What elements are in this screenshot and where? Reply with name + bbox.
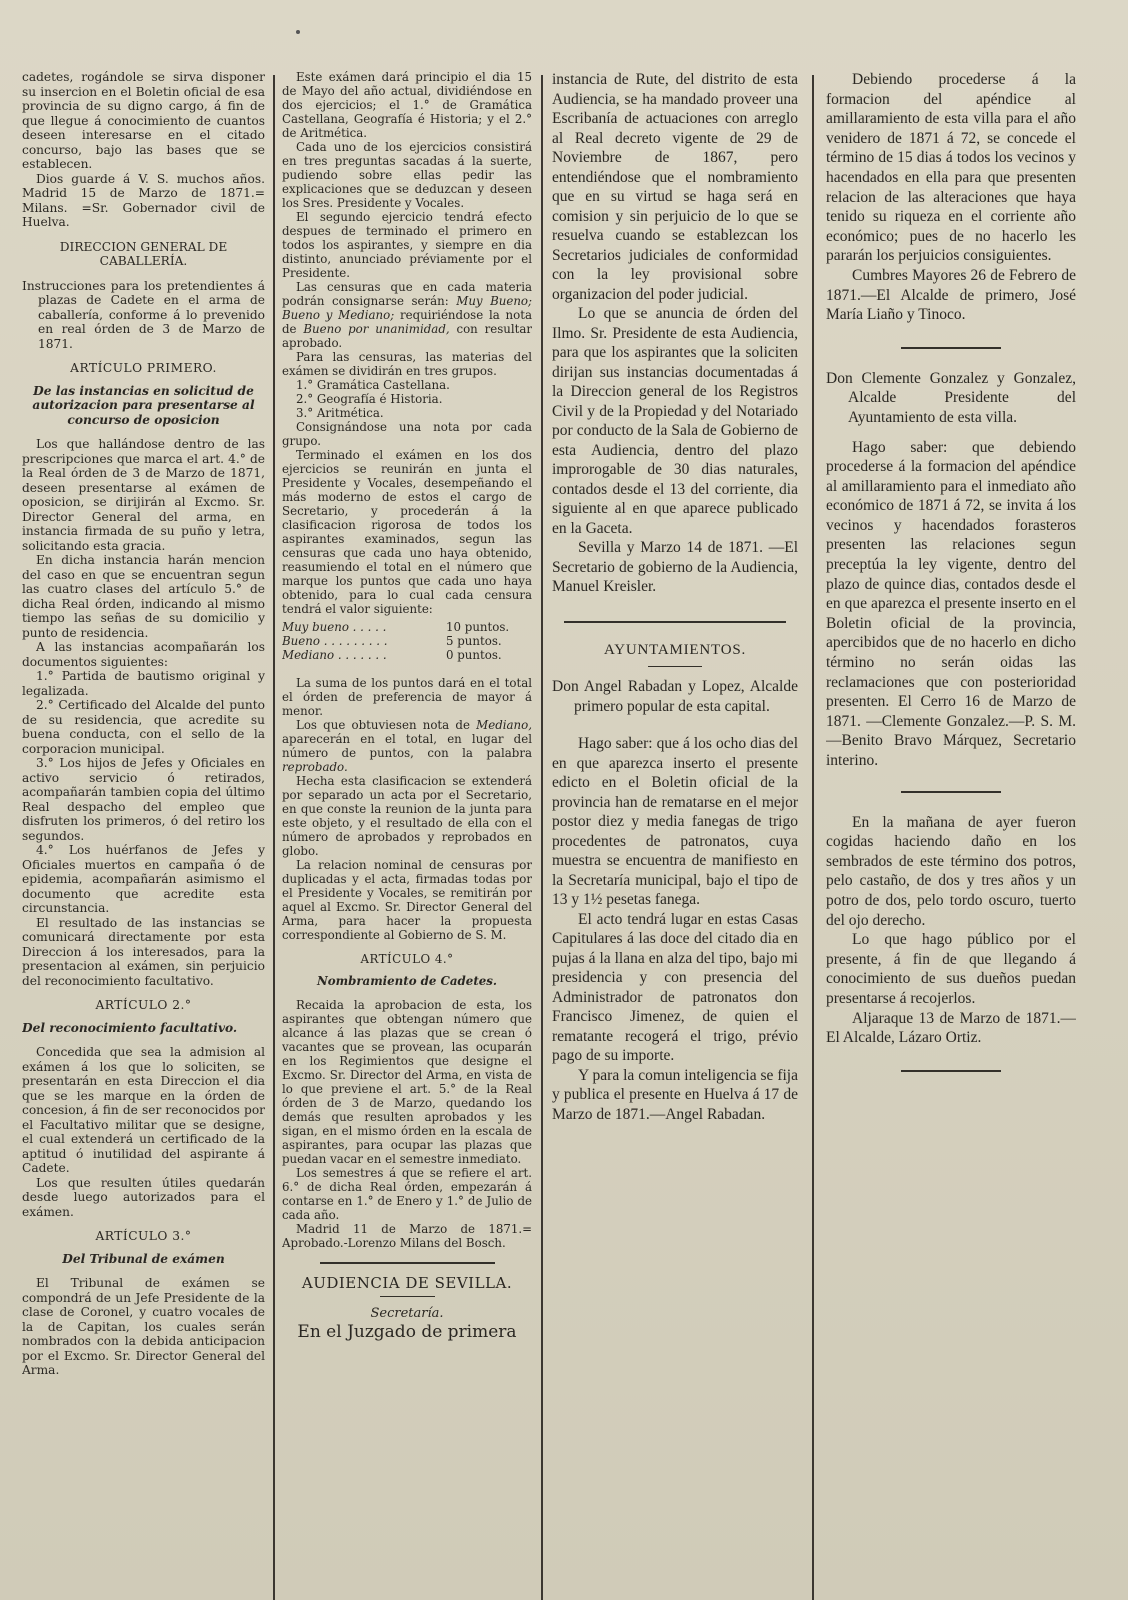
- list-item: 1.° Partida de bautismo original y legalizada.: [22, 669, 265, 698]
- paragraph: El resultado de las instancias se comunicará directamente por esta Direccion á los interesados, para la presentacion al exámen, sin perjuicio del reconocimiento facultativo.: [22, 915, 265, 988]
- column-rule: [812, 75, 814, 1600]
- paragraph: Lo que se anuncia de órden del Ilmo. Sr. Presidente de esta Audiencia, para que los aspirantes que la soliciten dirijan sus instancias documentadas á la Direccion general de los Registros Civil y de la Propiedad y del Notariado por conducto de la Sala de Gobierno de esta Audiencia, dentro del plazo improrogable de 30 dias naturales, contados desde el 13 del corriente, dia siguiente al en que aparece publicado en la Gaceta.: [552, 305, 798, 537]
- paragraph: Hago saber: que debiendo procederse á la formacion del apéndice al amillaramiento para el inmediato año económico de 1871 á 72, se invita á los vecinos y hacendados forasteros presenten las relaciones segun preceptúa la ley vigente, dentro del plazo de quince dias, contados desde el en que aparezca el presente inserto en el Boletin oficial de la provincia, apercibidos que de no hacerlo en dicho término no serán oidas las reclamaciones que con posterioridad presenten. El Cerro 16 de Marzo de 1871. —Clemente Gonzalez.—P. S. M.—Benito Bravo Márquez, Secretario interino.: [826, 438, 1076, 769]
- paragraph: Consignándose una nota por cada grupo.: [282, 420, 532, 448]
- column-rule: [541, 75, 543, 1600]
- paragraph: En dicha instancia harán mencion del caso en que se encuentran segun las cuatro clases del artículo 5.° de dicha Real órden, indicando al mismo tiempo las señas de su domicilio y punto de residencia.: [22, 553, 265, 640]
- paragraph: Terminado el exámen en los dos ejercicios se reunirán en junta el Presidente y Vocales, desempeñando el más moderno de estos el cargo de Secretario, y procederán á la clasificacion rigorosa de todos los aspirantes examinados, segun las censuras que cada uno haya obtenido, reasumiendo el total en el número que marque los puntos que cada uno haya obtenido, para lo cual cada censura tendrá el valor siguiente:: [282, 448, 532, 616]
- list-item: 2.° Certificado del Alcalde del punto de su residencia, que acredite su buena conducta, con el sello de la corporacion municipal.: [22, 698, 265, 756]
- closing-paragraph: Dios guarde á V. S. muchos años. Madrid 15 de Marzo de 1871.= Milans. =Sr. Gobernador civil de Huelva.: [22, 171, 265, 229]
- paragraph: Recaida la aprobacion de esta, los aspirantes que obtengan número que alcance á las plazas que se crean ó vacantes que se provean, las ocuparán en los Regimientos que designe el Excmo. Sr. Director del Arma, en vista de lo que previene el art. 5.° de la Real órden de 3 de Marzo, quedando los demás que resulten aprobados y les sigan, en el mismo órden en la escala de aspirantes, para ocupar las plazas que puedan vacar en el semestre inmediato.: [282, 998, 532, 1166]
- text: aparecerán en el total, en lugar del número de puntos, con la palabra: [282, 732, 532, 760]
- paragraph: El segundo ejercicio tendrá efecto despues de terminado el primero en todos los aspirantes, y siempre en dia distinto, anunciado préviamente por el Presidente.: [282, 210, 532, 280]
- text-italic: reprobado.: [282, 760, 348, 774]
- article-heading: ARTÍCULO 3.°: [95, 1229, 192, 1243]
- article-title: Nombramiento de Cadetes.: [316, 974, 498, 988]
- grade-row: [282, 648, 532, 662]
- article-title: Del reconocimiento facultativo.: [22, 1020, 238, 1035]
- subheading: Secretaría.: [370, 1306, 444, 1321]
- divider: [564, 621, 785, 623]
- signature-paragraph: Aljaraque 13 de Marzo de 1871.—El Alcalde, Lázaro Ortiz.: [826, 1009, 1076, 1047]
- paragraph: Hecha esta clasificacion se extenderá por separado un acta por el Secretario, en que conste la reunion de la junta para este objeto, y el resultado de ella con el número de aprobados y reprobados en globo.: [282, 774, 532, 858]
- paragraph: La suma de los puntos dará en el total el órden de preferencia de mayor á menor.: [282, 676, 532, 718]
- text: con resultar aprobado.: [282, 322, 532, 350]
- section-heading: DIRECCION GENERAL DE CABALLERÍA.: [59, 239, 228, 268]
- grade-points: 10 puntos.: [446, 620, 510, 634]
- grade-name: Bueno . . . . . . . . .: [282, 634, 388, 648]
- paragraph: Los que resulten útiles quedarán desde luego autorizados para el exámen.: [22, 1175, 265, 1219]
- official-title: Don Angel Rabadan y Lopez, Alcalde primero popular de esta capital.: [552, 678, 798, 715]
- list-item: 3.° Aritmética.: [296, 406, 384, 420]
- paragraph: instancia de Rute, del distrito de esta Audiencia, se ha mandado proveer una Escribanía de actuaciones con arreglo al Real decreto vigente de 29 de Noviembre de 1867, pero entendiéndose que el nombramiento que en su virtud se haga será en comision y sin perjuicio de lo que se resuelva cuando se establezcan los Secretarios judiciales de conformidad con la ley provisional sobre organizacion del poder judicial.: [552, 71, 798, 303]
- paragraph: Los que hallándose dentro de las prescripciones que marca el art. 4.° de la Real órden de 3 de Marzo de 1871, deseen presentarse al exámen de oposicion, se dirijirán al Excmo. Sr. Director General del arma, en instancia firmada de su puño y letra, solicitando esta gracia.: [22, 437, 265, 553]
- divider: [648, 666, 702, 667]
- divider: [901, 347, 1001, 349]
- paragraph: El acto tendrá lugar en estas Casas Capitulares á las doce del citado dia en pujas á la llana en alza del tipo, bajo mi presidencia y con presencia del Administrador de patronatos don Francisco Jimenez, de quien el rematante recogerá el trigo, prévio pago de su importe.: [552, 910, 798, 1064]
- text-italic: Muy Bueno; Bueno y Mediano;: [282, 294, 532, 322]
- paragraph: Los semestres á que se refiere el art. 6.° de dicha Real órden, empezarán á contarse en 1.° de Enero y 1.° de Julio de cada año.: [282, 1166, 532, 1222]
- section-heading: AUDIENCIA DE SEVILLA.: [301, 1274, 513, 1292]
- text: Los que obtuviesen nota de: [296, 718, 470, 732]
- column-4: [826, 70, 1076, 1590]
- text: requiriéndose la nota de: [282, 308, 532, 336]
- paragraph: Cada uno de los ejercicios consistirá en tres preguntas sacadas á la suerte, pudiendo sobre ellas pedir las explicaciones que se deduzcan y deseen los Sres. Presidente y Vocales.: [282, 140, 532, 210]
- grade-row: [282, 620, 532, 634]
- signature-paragraph: Cumbres Mayores 26 de Febrero de 1871.—El Alcalde de primero, José María Liaño y Tinoco.: [826, 266, 1076, 324]
- text-italic: Bueno por unanimidad,: [303, 322, 450, 336]
- paragraph: [282, 280, 532, 350]
- article-heading: ARTÍCULO PRIMERO.: [70, 361, 217, 375]
- instructions-title: Instrucciones para los pretendientes á plazas de Cadete en el arma de caballería, conforme á lo prevenido en real órden de 3 de Marzo de 1871.: [22, 278, 265, 351]
- signature-paragraph: Y para la comun inteligencia se fija y publica el presente en Huelva á 17 de Marzo de 1871.—Angel Rabadan.: [552, 1066, 798, 1123]
- article-title: De las instancias en solicitud de autorizacion para presentarse al concurso de oposicion: [32, 383, 255, 427]
- section-heading: AYUNTAMIENTOS.: [603, 641, 747, 658]
- paragraph: Madrid 11 de Marzo de 1871.= Aprobado.-Lorenzo Milans del Bosch.: [282, 1222, 532, 1250]
- list-item: 1.° Gramática Castellana.: [296, 378, 450, 392]
- paragraph: Este exámen dará principio el dia 15 de Mayo del año actual, dividiéndose en dos ejercicios; el 1.° de Gramática Castellana, Geografía é Historia; y el 2.° de Aritmética.: [282, 70, 532, 140]
- divider: [320, 1262, 495, 1264]
- paragraph: Debiendo procederse á la formacion del apéndice al amillaramiento de esta villa para el año venidero de 1871 á 72, se concede el término de 15 dias á todos los vecinos y hacendados en ella para que presenten relacion de las alteraciones que haya tenido su riqueza en el corriente año económico; pues de no hacerlo les pararán los perjuicios consiguientes.: [826, 71, 1076, 265]
- paragraph: Para las censuras, las materias del exámen se dividirán en tres grupos.: [282, 350, 532, 378]
- article-heading: ARTÍCULO 4.°: [360, 952, 454, 966]
- paragraph: Lo que hago público por el presente, á fin de que llegando á conocimiento de sus dueños puedan presentarse á recojerlos.: [826, 931, 1076, 1007]
- paragraph: Hago saber: que á los ocho dias del en que aparezca inserto el presente edicto en el Boletin oficial de la provincia han de rematarse en el mejor postor diez y media fanegas de trigo procedentes de patronatos, cuya muestra se encuentra de manifiesto en la Secretaría municipal, bajo el tipo de 13 y 1½ pesetas fanega.: [552, 735, 798, 908]
- paragraph: Concedida que sea la admision al exámen á los que lo soliciten, se presentarán en esta Direccion el dia que se les marque en la órden de concesion, á fin de ser reconocidos por el Facultativo militar que se designe, el cual extenderá un certificado de la aptitud ó inutilidad del aspirante á Cadete.: [22, 1045, 265, 1175]
- intro-paragraph: cadetes, rogándole se sirva disponer su insercion en el Boletin oficial de esa provincia de su digno cargo, á fin de que llegue á conocimiento de cuantos deseen interesarse en el citado concurso, bajo las bases que se establecen.: [22, 70, 265, 171]
- text: Las censuras que en cada materia podrán consignarse serán:: [282, 280, 532, 308]
- grade-points: 5 puntos.: [446, 634, 502, 648]
- divider: [901, 1070, 1001, 1072]
- text-italic: Mediano,: [476, 718, 532, 732]
- column-1: [22, 70, 265, 1590]
- paragraph: El Tribunal de exámen se compondrá de un Jefe Presidente de la clase de Coronel, y cuatro vocales de la de Capitan, los cuales serán nombrados con la debida anticipacion por el Excmo. Sr. Director General del Arma.: [22, 1276, 265, 1377]
- column-rule: [273, 75, 275, 1600]
- paragraph: La relacion nominal de censuras por duplicadas y el acta, firmadas todas por el Presidente y Vocales, se remitirán por aquel al Excmo. Sr. Director General del Arma, para hacer la propuesta correspondiente al Gobierno de S. M.: [282, 858, 532, 942]
- grade-name: Mediano . . . . . . .: [282, 648, 387, 662]
- list-item: 2.° Geografía é Historia.: [296, 392, 443, 406]
- divider: [901, 791, 1001, 793]
- article-heading: ARTÍCULO 2.°: [95, 998, 192, 1012]
- article-title: Del Tribunal de exámen: [62, 1251, 225, 1266]
- list-item: 3.° Los hijos de Jefes y Oficiales en activo servicio ó retirados, acompañarán tambien copia del último Real despacho del empleo que disfruten los primeros, ó del retiro los segundos.: [22, 756, 265, 843]
- ink-speck: [296, 30, 300, 34]
- paragraph: En el Juzgado de primera: [297, 1322, 517, 1342]
- column-3: [552, 70, 798, 1590]
- divider: [380, 1296, 435, 1297]
- paragraph: [282, 718, 532, 774]
- paragraph: En la mañana de ayer fueron cogidas haciendo daño en los sembrados de este término dos potros, pelo castaño, de dos y tres años y un potro de dos, pelo tordo oscuro, tuerto del ojo derecho.: [826, 813, 1076, 929]
- grade-row: [282, 634, 532, 648]
- list-item: 4.° Los huérfanos de Jefes y Oficiales muertos en campaña ó de epidemia, acompañarán asimismo el documento que acredite esta circunstancia.: [22, 843, 265, 915]
- paragraph: A las instancias acompañarán los documentos siguientes:: [22, 640, 265, 669]
- grade-points: 0 puntos.: [446, 648, 502, 662]
- signature-paragraph: Sevilla y Marzo 14 de 1871. —El Secretario de gobierno de la Audiencia, Manuel Kreisler.: [552, 539, 798, 595]
- column-2: [282, 70, 532, 1590]
- grade-name: Muy bueno . . . . .: [282, 620, 387, 634]
- grades-table: [282, 620, 532, 662]
- official-title: Don Clemente Gonzalez y Gonzalez, Alcalde Presidente del Ayuntamiento de esta villa.: [826, 369, 1076, 426]
